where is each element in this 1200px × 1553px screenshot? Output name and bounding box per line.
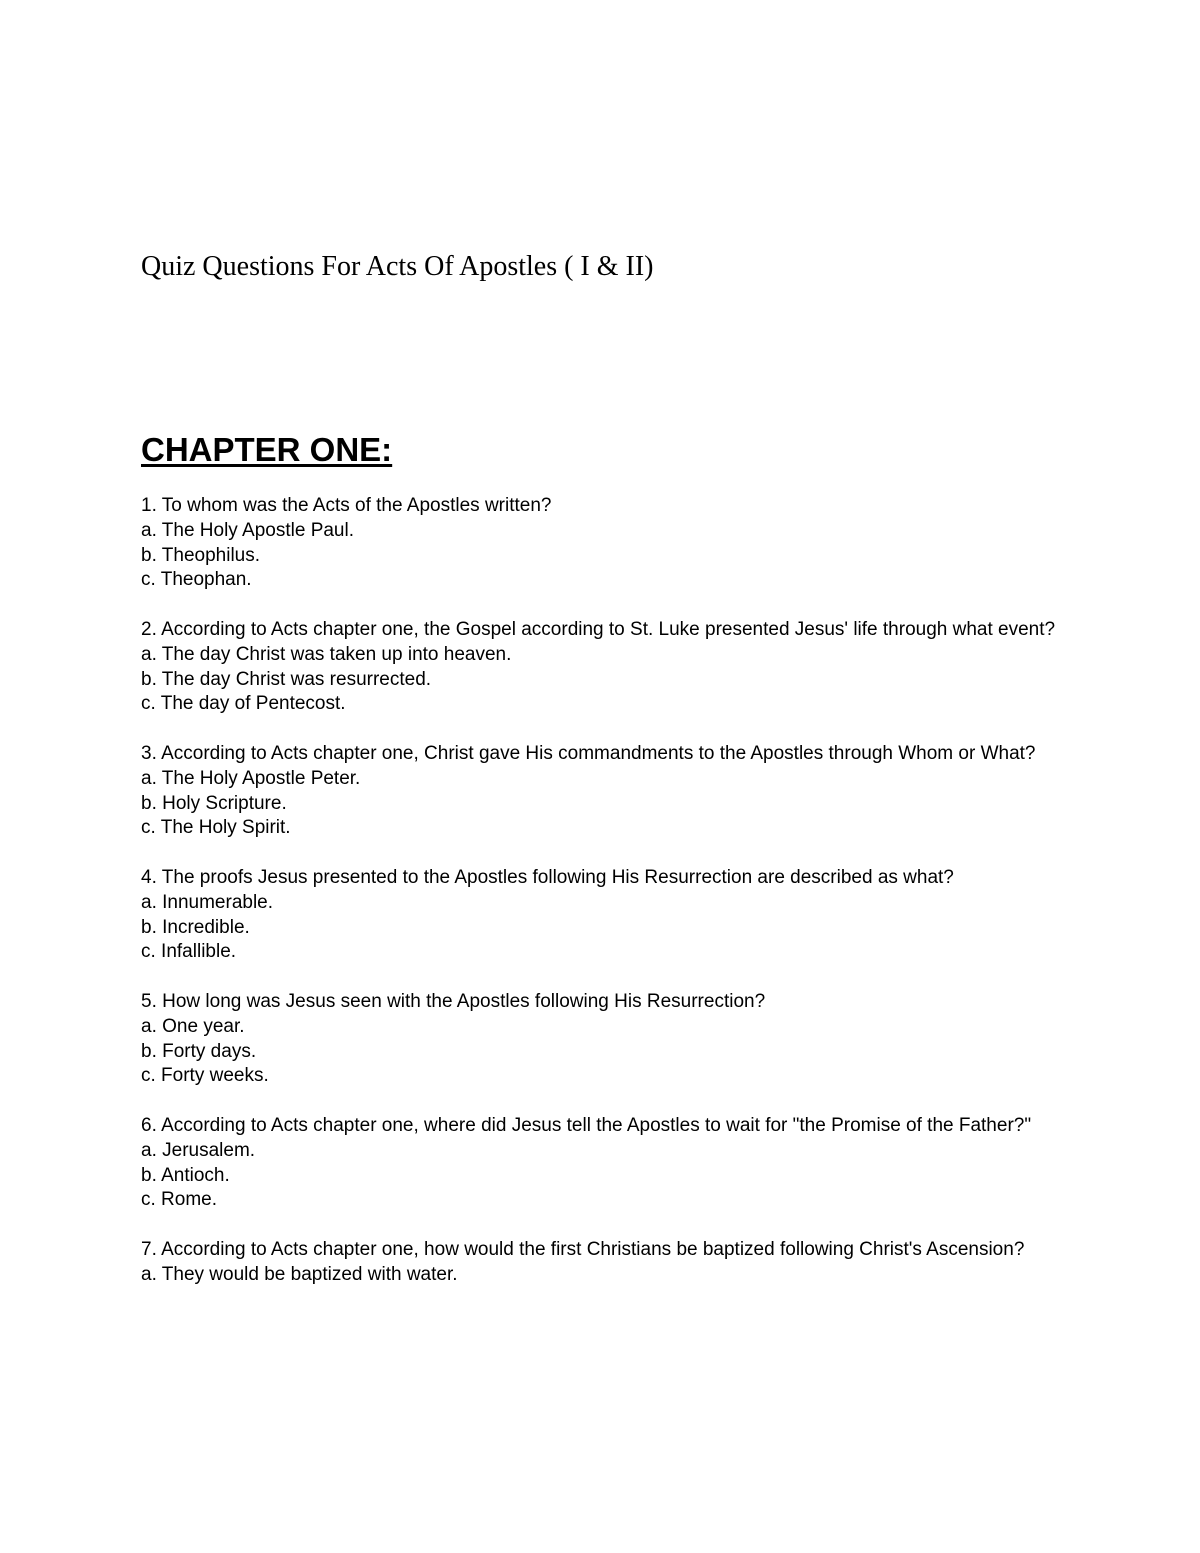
question-list bbox=[141, 494, 1061, 1312]
question-item bbox=[141, 866, 1061, 965]
chapter-heading: CHAPTER ONE: bbox=[141, 431, 393, 468]
answer-option: a. The Holy Apostle Paul. bbox=[141, 519, 354, 541]
question-text: 2. According to Acts chapter one, the Gospel according to St. Luke presented Jesus' life through what event? bbox=[141, 618, 1056, 640]
answer-option: c. The day of Pentecost. bbox=[141, 693, 346, 715]
answer-option: c. Forty weeks. bbox=[141, 1065, 269, 1087]
question-item bbox=[141, 618, 1061, 717]
answer-option: a. One year. bbox=[141, 1015, 245, 1037]
answer-option: a. Innumerable. bbox=[141, 891, 274, 913]
answer-option: c. Infallible. bbox=[141, 941, 237, 963]
answer-options bbox=[141, 519, 1061, 593]
answer-option: b. Antioch. bbox=[141, 1164, 230, 1186]
question-text: 7. According to Acts chapter one, how would the first Christians be baptized following Christ's Ascension? bbox=[141, 1238, 1025, 1260]
question-item bbox=[141, 990, 1061, 1089]
answer-option: b. The day Christ was resurrected. bbox=[141, 668, 432, 690]
question-item bbox=[141, 1114, 1061, 1213]
answer-options bbox=[141, 1263, 1061, 1288]
question-item bbox=[141, 494, 1061, 593]
answer-options bbox=[141, 891, 1061, 965]
answer-option: c. Theophan. bbox=[141, 569, 252, 591]
question-text: 4. The proofs Jesus presented to the Apostles following His Resurrection are described as what? bbox=[141, 866, 954, 888]
answer-option: a. The day Christ was taken up into heaven. bbox=[141, 643, 512, 665]
question-text: 1. To whom was the Acts of the Apostles written? bbox=[141, 495, 552, 516]
question-item bbox=[141, 1238, 1061, 1288]
question-item bbox=[141, 742, 1061, 841]
answer-options bbox=[141, 643, 1061, 717]
answer-option: b. Incredible. bbox=[141, 916, 250, 938]
answer-option: a. They would be baptized with water. bbox=[141, 1263, 458, 1285]
answer-option: a. Jerusalem. bbox=[141, 1139, 256, 1161]
answer-options bbox=[141, 1139, 1061, 1213]
question-text: 5. How long was Jesus seen with the Apostles following His Resurrection? bbox=[141, 990, 766, 1012]
answer-option: b. Forty days. bbox=[141, 1040, 257, 1062]
answer-option: c. Rome. bbox=[141, 1189, 218, 1211]
answer-option: b. Holy Scripture. bbox=[141, 792, 287, 814]
answer-options bbox=[141, 767, 1061, 841]
answer-option: c. The Holy Spirit. bbox=[141, 817, 291, 839]
question-text: 6. According to Acts chapter one, where did Jesus tell the Apostles to wait for "the Promise of the Father?" bbox=[141, 1114, 1032, 1136]
answer-option: b. Theophilus. bbox=[141, 544, 261, 566]
answer-option: a. The Holy Apostle Peter. bbox=[141, 767, 361, 789]
question-text: 3. According to Acts chapter one, Christ gave His commandments to the Apostles through Whom or What? bbox=[141, 742, 1036, 764]
answer-options bbox=[141, 1015, 1061, 1089]
document-title: Quiz Questions For Acts Of Apostles ( I & II) bbox=[141, 251, 654, 282]
